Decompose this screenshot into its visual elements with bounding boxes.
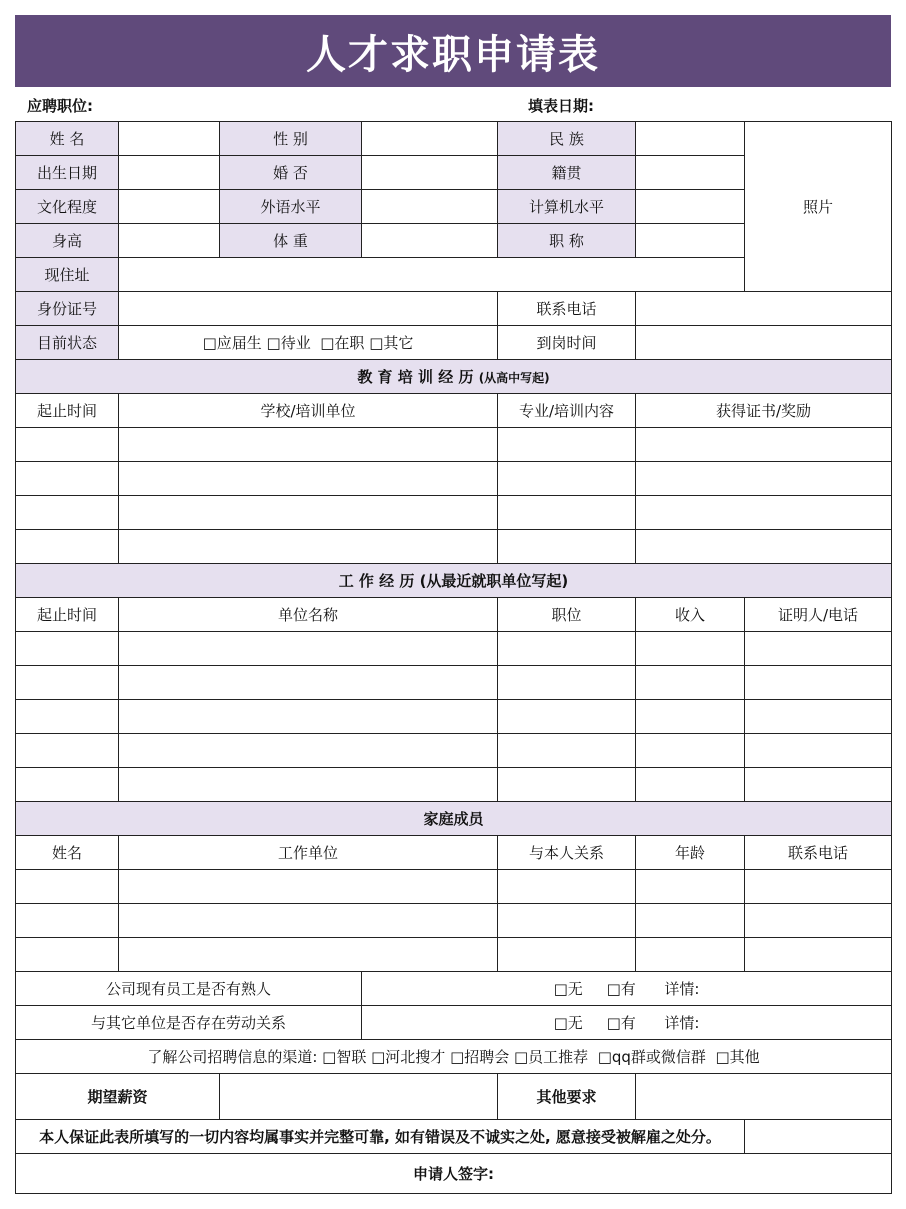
family-cell[interactable] [498,870,636,904]
pledge-confirm-cell[interactable] [745,1120,892,1154]
family-cell[interactable] [119,938,498,972]
edu-cell[interactable] [119,428,498,462]
label-gender: 性 别 [220,122,362,156]
table-row [16,904,892,938]
work-cell[interactable] [119,768,498,802]
label-title: 职 称 [498,224,636,258]
label-arrival: 到岗时间 [498,326,636,360]
edu-col-award: 获得证书/奖励 [636,394,892,428]
edu-cell[interactable] [119,496,498,530]
work-col-reference: 证明人/电话 [745,598,892,632]
family-section-title: 家庭成员 [16,802,892,836]
input-height[interactable] [119,224,220,258]
edu-cell[interactable] [636,428,892,462]
edu-cell[interactable] [498,462,636,496]
family-col-relation: 与本人关系 [498,836,636,870]
family-cell[interactable] [119,870,498,904]
form-title: 人才求职申请表 [15,15,891,87]
photo-cell[interactable] [745,122,892,292]
question-labor-relation: 与其它单位是否存在劳动关系 [16,1006,362,1040]
input-address[interactable] [119,258,745,292]
edu-cell[interactable] [636,462,892,496]
input-ethnicity[interactable] [636,122,745,156]
edu-col-period: 起止时间 [16,394,119,428]
table-row [16,462,892,496]
work-cell[interactable] [498,666,636,700]
work-cell[interactable] [119,734,498,768]
family-cell[interactable] [745,938,892,972]
table-row [16,870,892,904]
label-other-requirements: 其他要求 [498,1074,636,1120]
input-origin[interactable] [636,156,745,190]
work-cell[interactable] [16,734,119,768]
edu-cell[interactable] [636,496,892,530]
work-cell[interactable] [745,700,892,734]
family-col-workplace: 工作单位 [119,836,498,870]
family-col-age: 年龄 [636,836,745,870]
work-cell[interactable] [745,768,892,802]
edu-col-major: 专业/培训内容 [498,394,636,428]
edu-cell[interactable] [498,530,636,564]
table-row [16,666,892,700]
input-education[interactable] [119,190,220,224]
table-row [16,428,892,462]
work-cell[interactable] [745,666,892,700]
edu-cell[interactable] [16,462,119,496]
label-language: 外语水平 [220,190,362,224]
work-cell[interactable] [119,632,498,666]
input-arrival[interactable] [636,326,892,360]
work-cell[interactable] [119,700,498,734]
edu-cell[interactable] [498,428,636,462]
label-ethnicity: 民 族 [498,122,636,156]
family-col-phone: 联系电话 [745,836,892,870]
input-gender[interactable] [362,122,498,156]
input-id-number[interactable] [119,292,498,326]
label-address: 现住址 [16,258,119,292]
label-expected-salary: 期望薪资 [16,1074,220,1120]
work-cell[interactable] [745,734,892,768]
family-cell[interactable] [636,938,745,972]
work-cell[interactable] [498,700,636,734]
work-section-title: 工 作 经 历 (从最近就职单位写起) [16,564,892,598]
family-cell[interactable] [745,870,892,904]
work-cell[interactable] [636,768,745,802]
label-status: 目前状态 [16,326,119,360]
label-origin: 籍贯 [498,156,636,190]
position-label: 应聘职位: [27,97,93,115]
question-acquaintance-options[interactable]: □无 □有 详情: [362,972,892,1006]
family-cell[interactable] [16,938,119,972]
work-col-income: 收入 [636,598,745,632]
work-cell[interactable] [498,632,636,666]
work-cell[interactable] [636,632,745,666]
question-labor-relation-options[interactable]: □无 □有 详情: [362,1006,892,1040]
family-cell[interactable] [498,938,636,972]
work-cell[interactable] [636,734,745,768]
recruitment-channels[interactable]: 了解公司招聘信息的渠道: □智联 □河北搜才 □招聘会 □员工推荐 □qq群或微信群 □其他 [16,1040,892,1074]
work-cell[interactable] [16,768,119,802]
family-cell[interactable] [636,904,745,938]
photo-label: 照片 [802,198,833,216]
family-cell[interactable] [498,904,636,938]
education-note: (从高中写起) [478,371,550,385]
input-expected-salary[interactable] [220,1074,498,1120]
table-row [16,734,892,768]
pledge-statement: 本人保证此表所填写的一切内容均属事实并完整可靠, 如有错误及不诚实之处, 愿意接受被解雇之处分。 [16,1120,745,1154]
input-phone[interactable] [636,292,892,326]
work-cell[interactable] [498,734,636,768]
label-id-number: 身份证号 [16,292,119,326]
work-cell[interactable] [16,632,119,666]
work-cell[interactable] [636,666,745,700]
label-education: 文化程度 [16,190,119,224]
table-row [16,632,892,666]
work-cell[interactable] [119,666,498,700]
input-birth[interactable] [119,156,220,190]
family-cell[interactable] [119,904,498,938]
label-phone: 联系电话 [498,292,636,326]
work-cell[interactable] [16,666,119,700]
work-col-period: 起止时间 [16,598,119,632]
work-col-position: 职位 [498,598,636,632]
work-cell[interactable] [16,700,119,734]
application-form [15,121,892,1194]
family-col-name: 姓名 [16,836,119,870]
family-cell[interactable] [636,870,745,904]
signature-label[interactable]: 申请人签字: [16,1154,892,1194]
label-birth: 出生日期 [16,156,119,190]
table-row [16,496,892,530]
question-acquaintance: 公司现有员工是否有熟人 [16,972,362,1006]
label-height: 身高 [16,224,119,258]
table-row [16,700,892,734]
edu-col-school: 学校/培训单位 [119,394,498,428]
edu-cell[interactable] [119,462,498,496]
edu-cell[interactable] [636,530,892,564]
input-name[interactable] [119,122,220,156]
input-weight[interactable] [362,224,498,258]
table-row [16,938,892,972]
edu-cell[interactable] [16,530,119,564]
date-label: 填表日期: [528,97,594,115]
input-title[interactable] [636,224,745,258]
family-cell[interactable] [16,870,119,904]
edu-cell[interactable] [16,496,119,530]
table-row [16,768,892,802]
family-cell[interactable] [745,904,892,938]
work-cell[interactable] [636,700,745,734]
table-row [16,530,892,564]
label-weight: 体 重 [220,224,362,258]
education-title: 教 育 培 训 经 历 [357,368,474,386]
work-cell[interactable] [745,632,892,666]
input-language[interactable] [362,190,498,224]
input-marital[interactable] [362,156,498,190]
edu-cell[interactable] [498,496,636,530]
edu-cell[interactable] [16,428,119,462]
family-cell[interactable] [16,904,119,938]
education-section-title [16,360,892,394]
input-other-requirements[interactable] [636,1074,892,1120]
work-col-company: 单位名称 [119,598,498,632]
label-marital: 婚 否 [220,156,362,190]
status-options[interactable]: □应届生 □待业 □在职 □其它 [119,326,498,360]
label-computer: 计算机水平 [498,190,636,224]
work-cell[interactable] [498,768,636,802]
input-computer[interactable] [636,190,745,224]
edu-cell[interactable] [119,530,498,564]
label-name: 姓 名 [16,122,119,156]
